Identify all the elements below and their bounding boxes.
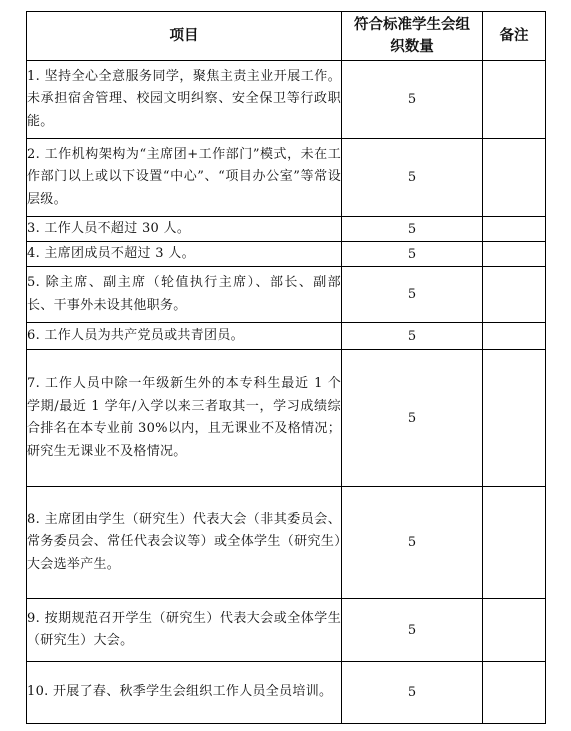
table-row [27,139,546,217]
note-cell [483,487,546,599]
header-score: 符合标准学生会组织数量 [342,12,483,61]
item-text: 2. 工作机构架构为“主席团+工作部门”模式，未在工作部门以上或以下设置“中心”、“项目办公室”等常设层级。 [27,139,342,217]
standards-table [26,11,546,724]
note-cell [483,323,546,350]
note-cell [483,217,546,242]
item-text: 8. 主席团由学生（研究生）代表大会（非其委员会、常务委员会、常任代表会议等）或全体学生（研究生）大会选举产生。 [27,487,342,599]
score-value: 5 [342,487,483,599]
item-text: 6. 工作人员为共产党员或共青团员。 [27,323,342,350]
score-value: 5 [342,139,483,217]
note-cell [483,267,546,323]
header-item: 项目 [27,12,342,61]
header-row [27,12,546,61]
table-row [27,350,546,487]
header-note: 备注 [483,12,546,61]
table-row [27,242,546,267]
table-row [27,599,546,662]
score-value: 5 [342,350,483,487]
score-value: 5 [342,242,483,267]
item-text: 9. 按期规范召开学生（研究生）代表大会或全体学生（研究生）大会。 [27,599,342,662]
table-row [27,267,546,323]
item-text: 1. 坚持全心全意服务同学，聚焦主责主业开展工作。未承担宿舍管理、校园文明纠察、安全保卫等行政职能。 [27,61,342,139]
table-row [27,217,546,242]
note-cell [483,61,546,139]
score-value: 5 [342,217,483,242]
item-text: 5. 除主席、副主席（轮值执行主席）、部长、副部长、干事外未设其他职务。 [27,267,342,323]
item-text: 7. 工作人员中除一年级新生外的本专科生最近 1 个学期/最近 1 学年/入学以来三者取其一，学习成绩综合排名在本专业前 30%以内，且无课业不及格情况；研究生无课业不及格情况。 [27,350,342,487]
score-value: 5 [342,323,483,350]
note-cell [483,139,546,217]
table-row [27,323,546,350]
note-cell [483,599,546,662]
table-row [27,487,546,599]
note-cell [483,662,546,724]
table-row [27,662,546,724]
item-text: 10. 开展了春、秋季学生会组织工作人员全员培训。 [27,662,342,724]
item-text: 3. 工作人员不超过 30 人。 [27,217,342,242]
note-cell [483,242,546,267]
score-value: 5 [342,61,483,139]
score-value: 5 [342,267,483,323]
score-value: 5 [342,662,483,724]
item-text: 4. 主席团成员不超过 3 人。 [27,242,342,267]
table-row [27,61,546,139]
note-cell [483,350,546,487]
score-value: 5 [342,599,483,662]
